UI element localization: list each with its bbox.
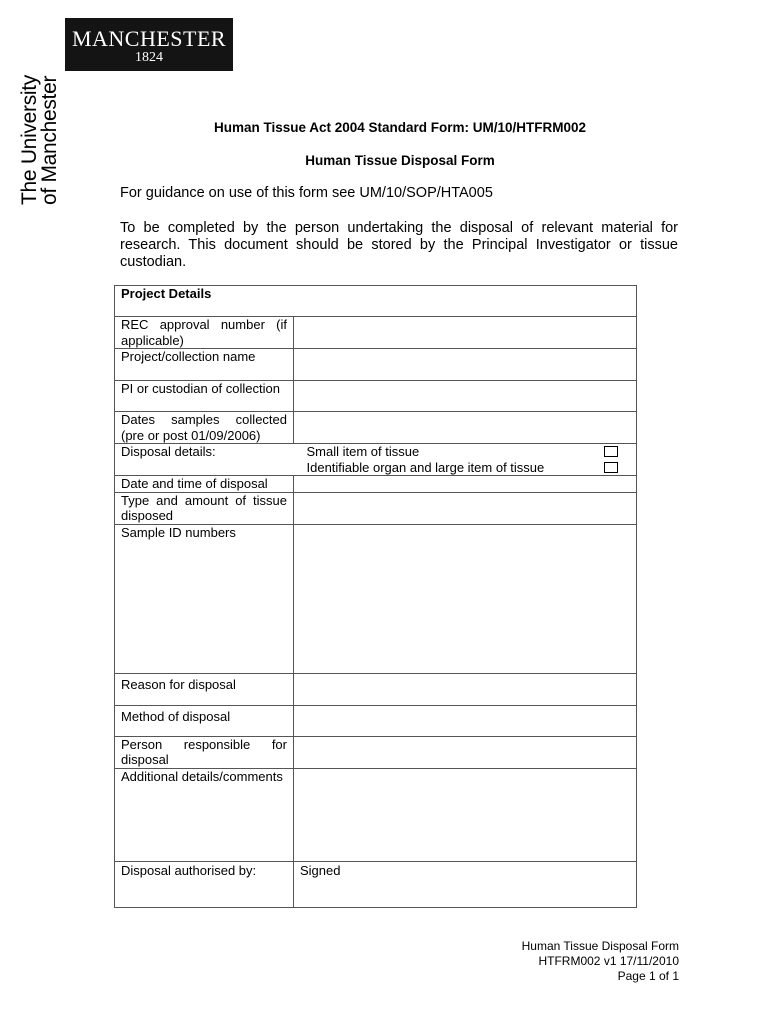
project-name-field[interactable]	[294, 349, 637, 381]
pi-custodian-field[interactable]	[294, 381, 637, 412]
datetime-field[interactable]	[294, 476, 637, 493]
method-field[interactable]	[294, 705, 637, 736]
wordmark-line2: of Manchester	[38, 75, 61, 205]
reason-label: Reason for disposal	[115, 673, 294, 705]
option-small-item	[307, 444, 631, 460]
university-wordmark	[20, 75, 60, 205]
page-footer	[522, 939, 679, 984]
form-subtitle: Human Tissue Disposal Form	[305, 153, 495, 168]
rec-approval-field[interactable]	[294, 317, 637, 349]
footer-page-number: Page 1 of 1	[617, 969, 679, 983]
type-amount-label: Type and amount of tissue disposed	[115, 492, 294, 524]
section-title: Project Details	[115, 286, 637, 317]
project-name-label: Project/collection name	[115, 349, 294, 381]
additional-details-label: Additional details/comments	[115, 768, 294, 861]
instructions-text: To be completed by the person undertaking the disposal of relevant material for research. This document should be stored by the Principal Investigator or tissue custodian.	[120, 220, 678, 270]
signed-label: Signed	[300, 862, 341, 878]
rec-approval-label: REC approval number (if applicable)	[115, 317, 294, 349]
dates-collected-label: Dates samples collected (pre or post 01/09/2006)	[115, 412, 294, 444]
logo-name: MANCHESTER	[71, 26, 227, 51]
option-small-label: Small item of tissue	[306, 444, 420, 459]
organ-item-checkbox[interactable]	[604, 462, 618, 473]
small-item-checkbox[interactable]	[604, 446, 618, 457]
method-label: Method of disposal	[115, 705, 294, 736]
logo-year: 1824	[135, 50, 163, 65]
sample-ids-field[interactable]	[294, 524, 637, 673]
wordmark-line1: The University	[18, 74, 41, 205]
sample-ids-label: Sample ID numbers	[115, 524, 294, 673]
option-large-item	[307, 460, 631, 476]
person-responsible-field[interactable]	[294, 736, 637, 768]
disposal-details-label: Disposal details:	[115, 444, 294, 476]
dates-collected-field[interactable]	[294, 412, 637, 444]
pi-custodian-label: PI or custodian of collection	[115, 381, 294, 412]
footer-form-name: Human Tissue Disposal Form	[521, 939, 679, 953]
form-title: Human Tissue Act 2004 Standard Form: UM/10/HTFRM002	[213, 120, 587, 135]
guidance-text: For guidance on use of this form see UM/10/SOP/HTA005	[120, 185, 493, 201]
person-responsible-label: Person responsible for disposal	[115, 736, 294, 768]
authorised-by-label: Disposal authorised by:	[115, 861, 294, 907]
disposal-details-options	[294, 444, 637, 476]
reason-field[interactable]	[294, 673, 637, 705]
option-organ-label: Identifiable organ and large item of tissue	[306, 459, 545, 475]
type-amount-field[interactable]	[294, 492, 637, 524]
disposal-form-table	[114, 285, 637, 908]
university-logo	[65, 18, 233, 71]
datetime-label: Date and time of disposal	[115, 476, 294, 493]
additional-details-field[interactable]	[294, 768, 637, 861]
footer-version: HTFRM002 v1 17/11/2010	[538, 954, 679, 968]
signed-field[interactable]	[294, 861, 637, 907]
